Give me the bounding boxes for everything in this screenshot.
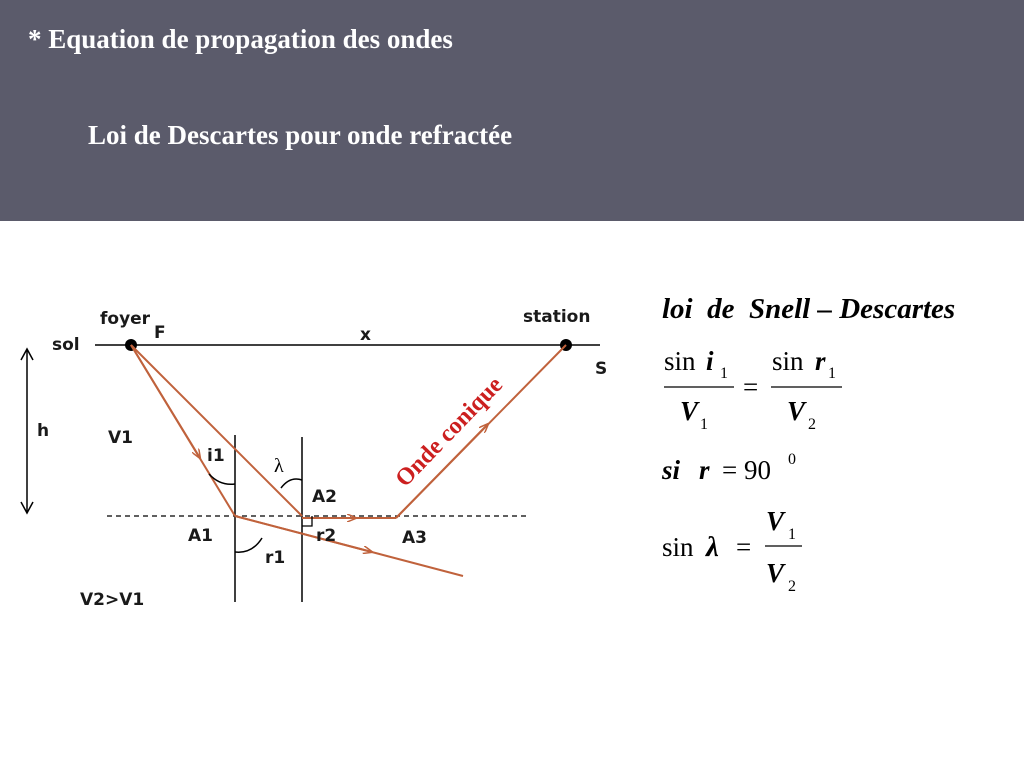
frac1-i: i — [706, 346, 714, 376]
ray-incident-arrow — [131, 345, 200, 458]
frac-equals: = — [743, 372, 759, 402]
cond-si: si — [662, 455, 681, 485]
label-r1: r1 — [265, 548, 286, 568]
frac3-den-sub: 2 — [788, 578, 796, 595]
label-f: F — [154, 323, 166, 343]
frac1-sin: sin — [664, 346, 696, 376]
ray-to-a2 — [131, 345, 302, 516]
frac1-v: V — [680, 396, 699, 426]
frac1-v-sub: 1 — [700, 416, 708, 433]
label-foyer: foyer — [100, 309, 151, 329]
frac2-sin: sin — [772, 346, 804, 376]
frac2-r: r — [815, 346, 826, 376]
page-title: * Equation de propagation des ondes — [28, 24, 453, 54]
label-a1: A1 — [188, 526, 213, 546]
page-subtitle: Loi de Descartes pour onde refractée — [88, 120, 513, 150]
label-i1: i1 — [207, 446, 225, 466]
sinlambda-sin: sin — [662, 532, 694, 562]
angle-arc-r1 — [235, 538, 262, 552]
label-v2-gt-v1: V2>V1 — [80, 590, 145, 610]
label-x: x — [360, 325, 371, 345]
label-v1: V1 — [108, 428, 133, 448]
label-a2: A2 — [312, 487, 337, 507]
frac2-v: V — [787, 396, 806, 426]
cond-eq90: = 90 — [722, 455, 771, 485]
sinlambda-lambda: λ — [706, 531, 719, 563]
frac3-num-sub: 1 — [788, 526, 796, 543]
cond-r: r — [699, 455, 710, 485]
label-a3: A3 — [402, 528, 427, 548]
label-lambda: λ — [274, 455, 284, 477]
label-h: h — [37, 421, 50, 441]
cond-exp0: 0 — [788, 451, 796, 468]
label-s: S — [595, 359, 608, 379]
angle-arc-lambda — [281, 479, 302, 488]
label-sol: sol — [52, 335, 80, 355]
label-r2: r2 — [316, 526, 337, 546]
frac1-i-sub: 1 — [720, 365, 728, 382]
frac3-v-num: V — [766, 506, 785, 536]
frac2-v-sub: 2 — [808, 416, 816, 433]
frac3-v-den: V — [766, 558, 785, 588]
label-onde-conique: Onde conique — [390, 371, 508, 493]
label-station: station — [523, 307, 591, 327]
frac2-r-sub: 1 — [828, 365, 836, 382]
sinlambda-equals: = — [736, 532, 752, 562]
snell-title: loi de Snell – Descartes — [662, 293, 956, 325]
